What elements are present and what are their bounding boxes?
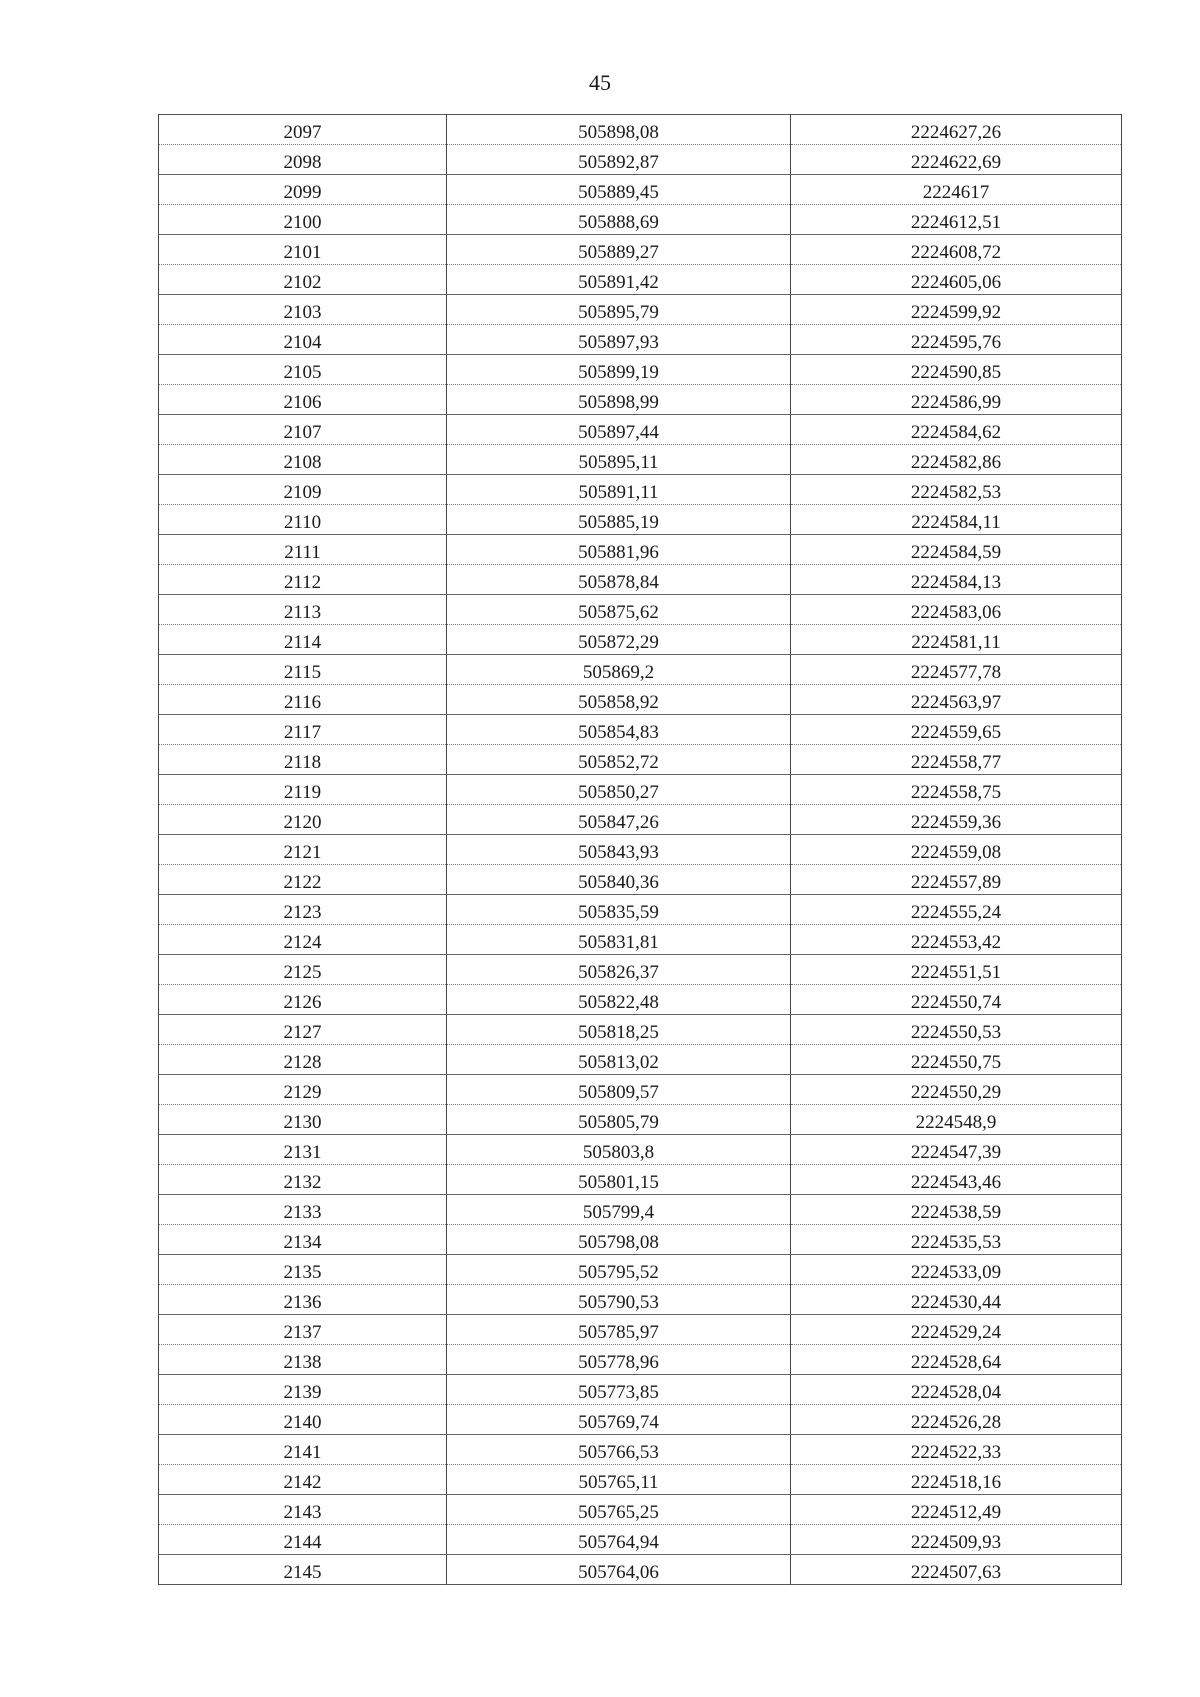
table-row [159, 175, 1122, 205]
x-coordinate-cell: 505790,53 [447, 1285, 791, 1315]
point-number-cell: 2105 [159, 355, 447, 385]
table-row [159, 1105, 1122, 1135]
x-coordinate-cell: 505840,36 [447, 865, 791, 895]
table-row [159, 445, 1122, 475]
point-number-cell: 2111 [159, 535, 447, 565]
x-coordinate-cell: 505854,83 [447, 715, 791, 745]
x-coordinate-cell: 505897,44 [447, 415, 791, 445]
table-row [159, 805, 1122, 835]
table-row [159, 1135, 1122, 1165]
y-coordinate-cell: 2224529,24 [791, 1315, 1122, 1345]
x-coordinate-cell: 505891,11 [447, 475, 791, 505]
point-number-cell: 2135 [159, 1255, 447, 1285]
table-row [159, 235, 1122, 265]
y-coordinate-cell: 2224512,49 [791, 1495, 1122, 1525]
point-number-cell: 2099 [159, 175, 447, 205]
table-row [159, 1255, 1122, 1285]
table-row [159, 145, 1122, 175]
y-coordinate-cell: 2224543,46 [791, 1165, 1122, 1195]
x-coordinate-cell: 505850,27 [447, 775, 791, 805]
point-number-cell: 2110 [159, 505, 447, 535]
x-coordinate-cell: 505764,94 [447, 1525, 791, 1555]
x-coordinate-cell: 505801,15 [447, 1165, 791, 1195]
y-coordinate-cell: 2224526,28 [791, 1405, 1122, 1435]
table-row [159, 295, 1122, 325]
point-number-cell: 2108 [159, 445, 447, 475]
y-coordinate-cell: 2224584,62 [791, 415, 1122, 445]
x-coordinate-cell: 505852,72 [447, 745, 791, 775]
point-number-cell: 2120 [159, 805, 447, 835]
table-row [159, 595, 1122, 625]
table-row [159, 715, 1122, 745]
y-coordinate-cell: 2224582,53 [791, 475, 1122, 505]
y-coordinate-cell: 2224558,75 [791, 775, 1122, 805]
point-number-cell: 2118 [159, 745, 447, 775]
x-coordinate-cell: 505795,52 [447, 1255, 791, 1285]
table-row [159, 1195, 1122, 1225]
x-coordinate-cell: 505766,53 [447, 1435, 791, 1465]
x-coordinate-cell: 505885,19 [447, 505, 791, 535]
y-coordinate-cell: 2224617 [791, 175, 1122, 205]
table-row [159, 1435, 1122, 1465]
table-row [159, 565, 1122, 595]
table-row [159, 1495, 1122, 1525]
point-number-cell: 2140 [159, 1405, 447, 1435]
y-coordinate-cell: 2224627,26 [791, 115, 1122, 145]
point-number-cell: 2138 [159, 1345, 447, 1375]
x-coordinate-cell: 505889,45 [447, 175, 791, 205]
y-coordinate-cell: 2224559,36 [791, 805, 1122, 835]
x-coordinate-cell: 505881,96 [447, 535, 791, 565]
table-row [159, 505, 1122, 535]
x-coordinate-cell: 505798,08 [447, 1225, 791, 1255]
x-coordinate-cell: 505888,69 [447, 205, 791, 235]
y-coordinate-cell: 2224608,72 [791, 235, 1122, 265]
table-row [159, 625, 1122, 655]
point-number-cell: 2130 [159, 1105, 447, 1135]
x-coordinate-cell: 505899,19 [447, 355, 791, 385]
table-row [159, 775, 1122, 805]
x-coordinate-cell: 505895,11 [447, 445, 791, 475]
y-coordinate-cell: 2224558,77 [791, 745, 1122, 775]
y-coordinate-cell: 2224548,9 [791, 1105, 1122, 1135]
y-coordinate-cell: 2224557,89 [791, 865, 1122, 895]
table-row [159, 835, 1122, 865]
table-row [159, 475, 1122, 505]
table-row [159, 535, 1122, 565]
point-number-cell: 2127 [159, 1015, 447, 1045]
table-row [159, 115, 1122, 145]
x-coordinate-cell: 505835,59 [447, 895, 791, 925]
table-row [159, 1165, 1122, 1195]
table-row [159, 385, 1122, 415]
point-number-cell: 2129 [159, 1075, 447, 1105]
page-number: 45 [589, 70, 611, 95]
y-coordinate-cell: 2224551,51 [791, 955, 1122, 985]
point-number-cell: 2103 [159, 295, 447, 325]
y-coordinate-cell: 2224550,74 [791, 985, 1122, 1015]
x-coordinate-cell: 505889,27 [447, 235, 791, 265]
point-number-cell: 2104 [159, 325, 447, 355]
x-coordinate-cell: 505769,74 [447, 1405, 791, 1435]
x-coordinate-cell: 505765,25 [447, 1495, 791, 1525]
table-row [159, 1375, 1122, 1405]
point-number-cell: 2144 [159, 1525, 447, 1555]
x-coordinate-cell: 505809,57 [447, 1075, 791, 1105]
table-row [159, 1045, 1122, 1075]
y-coordinate-cell: 2224584,59 [791, 535, 1122, 565]
y-coordinate-cell: 2224555,24 [791, 895, 1122, 925]
y-coordinate-cell: 2224582,86 [791, 445, 1122, 475]
point-number-cell: 2115 [159, 655, 447, 685]
point-number-cell: 2116 [159, 685, 447, 715]
point-number-cell: 2122 [159, 865, 447, 895]
point-number-cell: 2139 [159, 1375, 447, 1405]
x-coordinate-cell: 505822,48 [447, 985, 791, 1015]
table-row [159, 655, 1122, 685]
x-coordinate-cell: 505778,96 [447, 1345, 791, 1375]
x-coordinate-cell: 505898,08 [447, 115, 791, 145]
point-number-cell: 2121 [159, 835, 447, 865]
point-number-cell: 2141 [159, 1435, 447, 1465]
x-coordinate-cell: 505875,62 [447, 595, 791, 625]
x-coordinate-cell: 505869,2 [447, 655, 791, 685]
x-coordinate-cell: 505831,81 [447, 925, 791, 955]
point-number-cell: 2123 [159, 895, 447, 925]
x-coordinate-cell: 505897,93 [447, 325, 791, 355]
table-row [159, 1225, 1122, 1255]
point-number-cell: 2114 [159, 625, 447, 655]
table-row [159, 685, 1122, 715]
y-coordinate-cell: 2224595,76 [791, 325, 1122, 355]
x-coordinate-cell: 505872,29 [447, 625, 791, 655]
point-number-cell: 2113 [159, 595, 447, 625]
x-coordinate-cell: 505891,42 [447, 265, 791, 295]
point-number-cell: 2136 [159, 1285, 447, 1315]
table-row [159, 985, 1122, 1015]
y-coordinate-cell: 2224559,65 [791, 715, 1122, 745]
point-number-cell: 2124 [159, 925, 447, 955]
y-coordinate-cell: 2224581,11 [791, 625, 1122, 655]
table-row [159, 955, 1122, 985]
x-coordinate-cell: 505785,97 [447, 1315, 791, 1345]
x-coordinate-cell: 505805,79 [447, 1105, 791, 1135]
point-number-cell: 2137 [159, 1315, 447, 1345]
point-number-cell: 2143 [159, 1495, 447, 1525]
y-coordinate-cell: 2224522,33 [791, 1435, 1122, 1465]
x-coordinate-cell: 505858,92 [447, 685, 791, 715]
y-coordinate-cell: 2224547,39 [791, 1135, 1122, 1165]
table-row [159, 1465, 1122, 1495]
point-number-cell: 2100 [159, 205, 447, 235]
x-coordinate-cell: 505818,25 [447, 1015, 791, 1045]
point-number-cell: 2128 [159, 1045, 447, 1075]
table-row [159, 265, 1122, 295]
y-coordinate-cell: 2224559,08 [791, 835, 1122, 865]
x-coordinate-cell: 505843,93 [447, 835, 791, 865]
y-coordinate-cell: 2224528,04 [791, 1375, 1122, 1405]
point-number-cell: 2145 [159, 1555, 447, 1585]
y-coordinate-cell: 2224622,69 [791, 145, 1122, 175]
point-number-cell: 2098 [159, 145, 447, 175]
table-row [159, 1525, 1122, 1555]
point-number-cell: 2107 [159, 415, 447, 445]
table-row [159, 865, 1122, 895]
y-coordinate-cell: 2224538,59 [791, 1195, 1122, 1225]
y-coordinate-cell: 2224535,53 [791, 1225, 1122, 1255]
table-row [159, 1345, 1122, 1375]
x-coordinate-cell: 505847,26 [447, 805, 791, 835]
y-coordinate-cell: 2224553,42 [791, 925, 1122, 955]
table-row [159, 1315, 1122, 1345]
y-coordinate-cell: 2224563,97 [791, 685, 1122, 715]
y-coordinate-cell: 2224507,63 [791, 1555, 1122, 1585]
point-number-cell: 2106 [159, 385, 447, 415]
point-number-cell: 2097 [159, 115, 447, 145]
table-row [159, 745, 1122, 775]
y-coordinate-cell: 2224612,51 [791, 205, 1122, 235]
y-coordinate-cell: 2224577,78 [791, 655, 1122, 685]
table-row [159, 1075, 1122, 1105]
table-row [159, 1405, 1122, 1435]
x-coordinate-cell: 505764,06 [447, 1555, 791, 1585]
point-number-cell: 2132 [159, 1165, 447, 1195]
y-coordinate-cell: 2224590,85 [791, 355, 1122, 385]
point-number-cell: 2125 [159, 955, 447, 985]
x-coordinate-cell: 505773,85 [447, 1375, 791, 1405]
x-coordinate-cell: 505765,11 [447, 1465, 791, 1495]
table-row [159, 895, 1122, 925]
point-number-cell: 2126 [159, 985, 447, 1015]
point-number-cell: 2142 [159, 1465, 447, 1495]
table-row [159, 415, 1122, 445]
point-number-cell: 2134 [159, 1225, 447, 1255]
table-row [159, 355, 1122, 385]
x-coordinate-cell: 505895,79 [447, 295, 791, 325]
y-coordinate-cell: 2224584,11 [791, 505, 1122, 535]
x-coordinate-cell: 505826,37 [447, 955, 791, 985]
y-coordinate-cell: 2224599,92 [791, 295, 1122, 325]
table-row [159, 1285, 1122, 1315]
y-coordinate-cell: 2224605,06 [791, 265, 1122, 295]
x-coordinate-cell: 505803,8 [447, 1135, 791, 1165]
y-coordinate-cell: 2224528,64 [791, 1345, 1122, 1375]
y-coordinate-cell: 2224509,93 [791, 1525, 1122, 1555]
x-coordinate-cell: 505813,02 [447, 1045, 791, 1075]
y-coordinate-cell: 2224530,44 [791, 1285, 1122, 1315]
point-number-cell: 2131 [159, 1135, 447, 1165]
y-coordinate-cell: 2224584,13 [791, 565, 1122, 595]
y-coordinate-cell: 2224518,16 [791, 1465, 1122, 1495]
point-number-cell: 2117 [159, 715, 447, 745]
point-number-cell: 2109 [159, 475, 447, 505]
point-number-cell: 2101 [159, 235, 447, 265]
y-coordinate-cell: 2224550,75 [791, 1045, 1122, 1075]
y-coordinate-cell: 2224583,06 [791, 595, 1122, 625]
y-coordinate-cell: 2224533,09 [791, 1255, 1122, 1285]
table-row [159, 1555, 1122, 1585]
point-number-cell: 2112 [159, 565, 447, 595]
table-row [159, 925, 1122, 955]
x-coordinate-cell: 505878,84 [447, 565, 791, 595]
point-number-cell: 2119 [159, 775, 447, 805]
point-number-cell: 2102 [159, 265, 447, 295]
table-body [159, 115, 1122, 1585]
table-row [159, 1015, 1122, 1045]
x-coordinate-cell: 505892,87 [447, 145, 791, 175]
y-coordinate-cell: 2224550,29 [791, 1075, 1122, 1105]
table-row [159, 325, 1122, 355]
x-coordinate-cell: 505898,99 [447, 385, 791, 415]
coordinates-table [158, 114, 1122, 1585]
x-coordinate-cell: 505799,4 [447, 1195, 791, 1225]
y-coordinate-cell: 2224586,99 [791, 385, 1122, 415]
point-number-cell: 2133 [159, 1195, 447, 1225]
y-coordinate-cell: 2224550,53 [791, 1015, 1122, 1045]
table-row [159, 205, 1122, 235]
